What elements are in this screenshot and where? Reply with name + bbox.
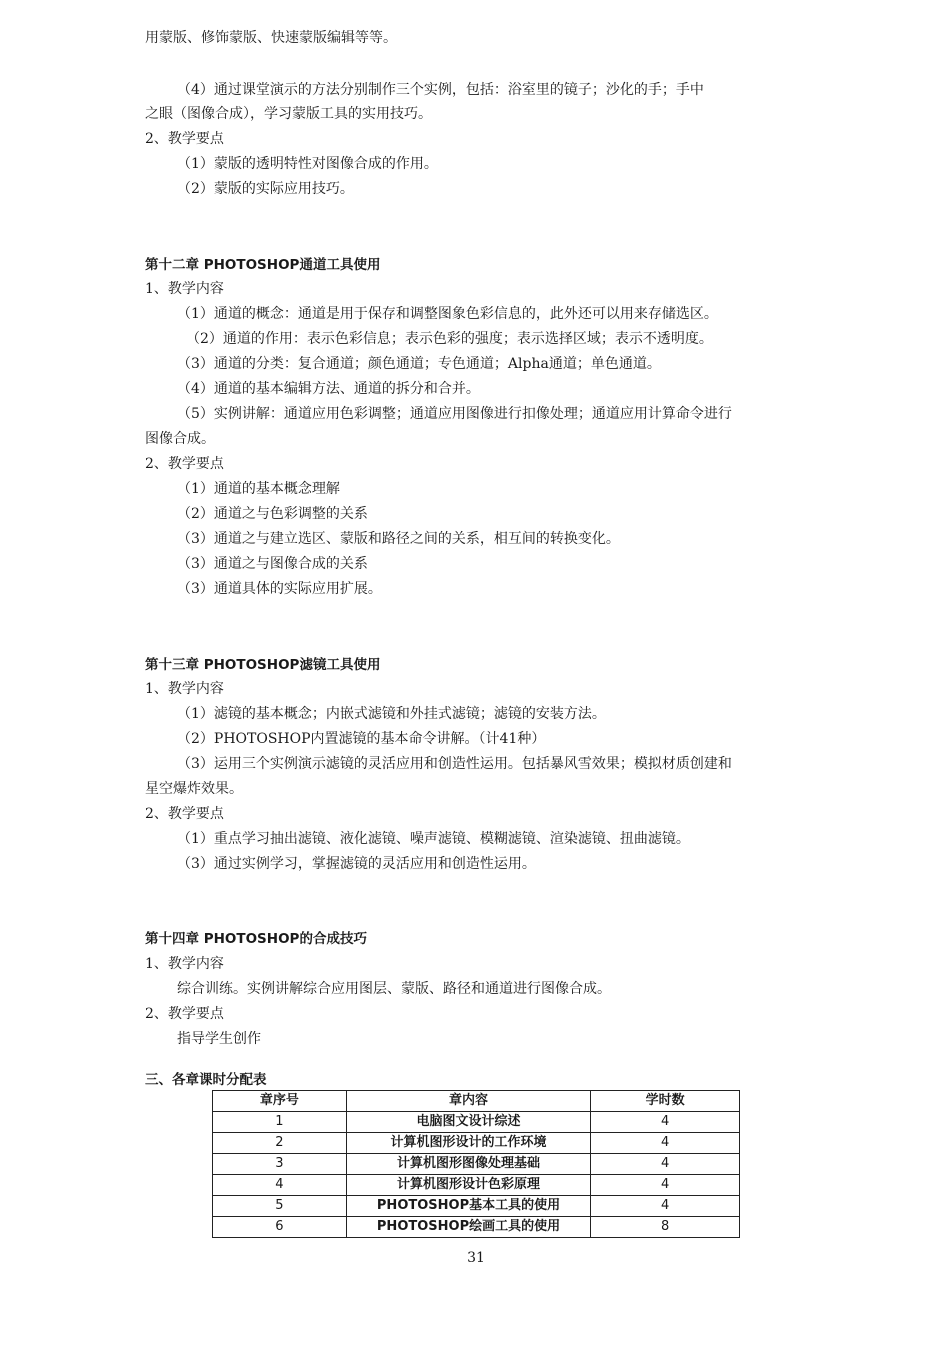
- chapter-number-cell: 6: [213, 1217, 347, 1238]
- list-item: （3）通道具体的实际应用扩展。: [177, 581, 382, 597]
- hours-cell: 4: [591, 1133, 740, 1154]
- table-row: [213, 1217, 740, 1238]
- chapter-title: 第十四章 PHOTOSHOP的合成技巧: [145, 931, 367, 947]
- table-row: [213, 1154, 740, 1175]
- text-line: （4）通过课堂演示的方法分别制作三个实例，包括：浴室里的镜子；沙化的手；手中: [177, 82, 704, 98]
- list-item: （1）蒙版的透明特性对图像合成的作用。: [177, 156, 438, 172]
- chapter-content-cell: PHOTOSHOP基本工具的使用: [346, 1196, 591, 1217]
- list-item: （3）通道的分类：复合通道；颜色通道；专色通道；Alpha通道；单色通道。: [177, 356, 661, 372]
- section-heading: 1、教学内容: [145, 956, 224, 972]
- hours-table: [212, 1090, 740, 1238]
- hours-cell: 4: [591, 1112, 740, 1133]
- chapter-content-cell: 计算机图形图像处理基础: [346, 1154, 591, 1175]
- list-item: （2）PHOTOSHOP内置滤镜的基本命令讲解。（计41种）: [177, 731, 546, 747]
- chapter-content-cell: 计算机图形设计色彩原理: [346, 1175, 591, 1196]
- list-item: 指导学生创作: [177, 1031, 261, 1047]
- chapter-number-cell: 2: [213, 1133, 347, 1154]
- chapter-content-cell: 计算机图形设计的工作环境: [346, 1133, 591, 1154]
- list-item: （5）实例讲解：通道应用色彩调整；通道应用图像进行扣像处理；通道应用计算命令进行: [177, 406, 732, 422]
- header-cell: 章序号: [213, 1091, 347, 1112]
- chapter-content-cell: PHOTOSHOP绘画工具的使用: [346, 1217, 591, 1238]
- list-item: （3）通道之与图像合成的关系: [177, 556, 368, 572]
- table-title: 三、各章课时分配表: [145, 1072, 267, 1088]
- list-item: （1）重点学习抽出滤镜、液化滤镜、噪声滤镜、模糊滤镜、渲染滤镜、扭曲滤镜。: [177, 831, 690, 847]
- chapter-number-cell: 4: [213, 1175, 347, 1196]
- chapter-number-cell: 1: [213, 1112, 347, 1133]
- hours-cell: 8: [591, 1217, 740, 1238]
- section-heading: 1、教学内容: [145, 281, 224, 297]
- list-item: （2）通道之与色彩调整的关系: [177, 506, 368, 522]
- list-item: 综合训练。实例讲解综合应用图层、蒙版、路径和通道进行图像合成。: [177, 981, 611, 997]
- hours-cell: 4: [591, 1175, 740, 1196]
- list-item: （2）通道的作用：表示色彩信息；表示色彩的强度；表示选择区域；表示不透明度。: [186, 331, 713, 347]
- page-number: 31: [467, 1250, 485, 1266]
- text-line: 星空爆炸效果。: [145, 781, 243, 797]
- table-header-row: [213, 1091, 740, 1112]
- list-item: （2）蒙版的实际应用技巧。: [177, 181, 354, 197]
- list-item: （1）通道的基本概念理解: [177, 481, 340, 497]
- text-line: 用蒙版、修饰蒙版、快速蒙版编辑等等。: [145, 30, 397, 46]
- chapter-number-cell: 5: [213, 1196, 347, 1217]
- hours-cell: 4: [591, 1154, 740, 1175]
- section-heading: 2、教学要点: [145, 1006, 224, 1022]
- header-cell: 章内容: [346, 1091, 591, 1112]
- section-heading: 1、教学内容: [145, 681, 224, 697]
- list-item: （1）滤镜的基本概念；内嵌式滤镜和外挂式滤镜；滤镜的安装方法。: [177, 706, 606, 722]
- list-item: （3）运用三个实例演示滤镜的灵活应用和创造性运用。包括暴风雪效果；模拟材质创建和: [177, 756, 732, 772]
- list-item: （3）通过实例学习，掌握滤镜的灵活应用和创造性运用。: [177, 856, 536, 872]
- table-row: [213, 1112, 740, 1133]
- text-line: 之眼（图像合成），学习蒙版工具的实用技巧。: [145, 106, 432, 122]
- hours-cell: 4: [591, 1196, 740, 1217]
- table-row: [213, 1196, 740, 1217]
- list-item: （4）通道的基本编辑方法、通道的拆分和合并。: [177, 381, 480, 397]
- chapter-content-cell: 电脑图文设计综述: [346, 1112, 591, 1133]
- list-item: （1）通道的概念：通道是用于保存和调整图象色彩信息的，此外还可以用来存储选区。: [177, 306, 718, 322]
- chapter-title: 第十三章 PHOTOSHOP滤镜工具使用: [145, 657, 381, 673]
- section-heading: 2、教学要点: [145, 456, 224, 472]
- section-heading: 2、教学要点: [145, 806, 224, 822]
- header-cell: 学时数: [591, 1091, 740, 1112]
- section-heading: 2、教学要点: [145, 131, 224, 147]
- chapter-number-cell: 3: [213, 1154, 347, 1175]
- chapter-title: 第十二章 PHOTOSHOP通道工具使用: [145, 257, 381, 273]
- list-item: （3）通道之与建立选区、蒙版和路径之间的关系，相互间的转换变化。: [177, 531, 620, 547]
- table-row: [213, 1175, 740, 1196]
- text-line: 图像合成。: [145, 431, 215, 447]
- table-row: [213, 1133, 740, 1154]
